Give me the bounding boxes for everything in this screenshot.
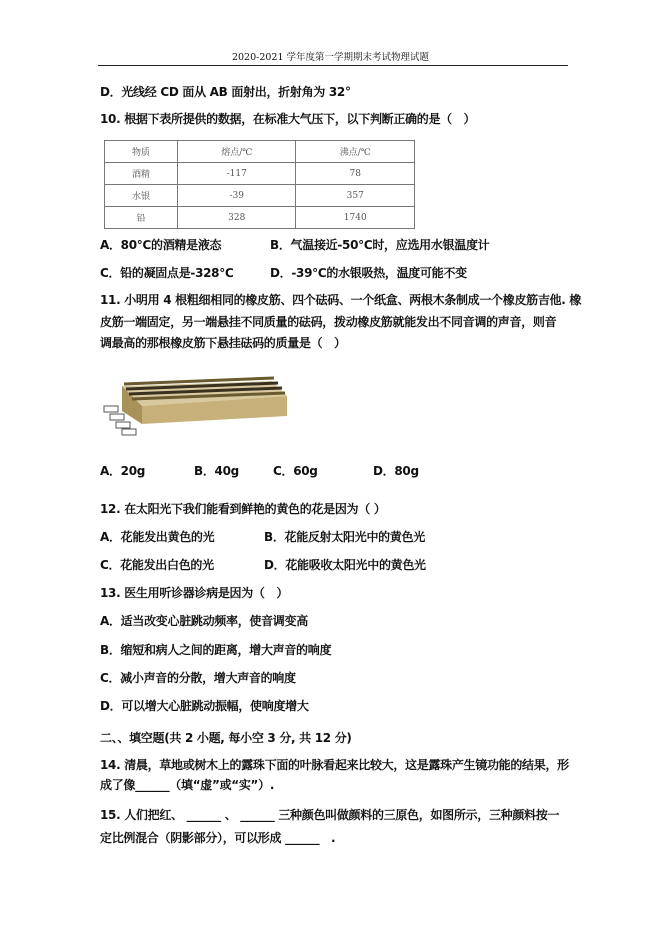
q13-option-d: D．可以增大心脏跳动振幅，使响度增大 — [100, 699, 309, 713]
q10-option-a: A．80℃的酒精是液态 — [100, 238, 222, 252]
table-header: 物质 — [105, 141, 178, 163]
q12-option-d: D．花能吸收太阳光中的黄色光 — [264, 558, 426, 572]
q13-option-a: A．适当改变心脏跳动频率，使音调变高 — [100, 614, 308, 628]
q10-stem: 10. 根据下表所提供的数据，在标准大气压下，以下判断正确的是（ ） — [100, 112, 476, 126]
table-row: 酒精 -117 78 — [105, 163, 415, 185]
table-header: 沸点/℃ — [296, 141, 415, 163]
q9-option-d: D．光线经 CD 面从 AB 面射出，折射角为 32° — [100, 85, 351, 99]
page-header: 2020-2021 学年度第一学期期末考试物理试题 — [231, 52, 430, 63]
section-heading: 二、、填空题(共 2 小题, 每小空 3 分, 共 12 分) — [100, 731, 352, 745]
q13-option-b: B．缩短和病人之间的距离，增大声音的响度 — [100, 643, 332, 657]
q13-stem: 13. 医生用听诊器诊病是因为（ ） — [100, 586, 289, 600]
rubber-band-guitar-image — [102, 366, 312, 436]
q12-option-c: C．花能发出白色的光 — [100, 558, 214, 572]
q12-stem: 12. 在太阳光下我们能看到鲜艳的黄色的花是因为（ ） — [100, 502, 386, 516]
q11-line: 皮筋一端固定，另一端悬挂不同质量的砝码，拨动橡皮筋就能发出不同音调的声音，则音 — [100, 315, 557, 329]
q11-option-a: A．20g — [100, 464, 146, 478]
q11-option-c: C．60g — [273, 464, 318, 478]
table-row: 水银 -39 357 — [105, 185, 415, 207]
q10-option-d: D．-39℃的水银吸热，温度可能不变 — [270, 266, 467, 280]
q11-line: 调最高的那根橡皮筋下悬挂砝码的质量是（ ） — [100, 336, 346, 350]
data-table — [104, 140, 415, 229]
q11-option-d: D．80g — [373, 464, 419, 478]
table-row: 铅 328 1740 — [105, 207, 415, 229]
header-rule — [98, 65, 568, 66]
q11-option-b: B．40g — [194, 464, 239, 478]
q13-option-c: C．减小声音的分散，增大声音的响度 — [100, 671, 296, 685]
q14-line: 成了像______（填“虚”或“实”）. — [100, 778, 275, 792]
q12-option-a: A．花能发出黄色的光 — [100, 530, 215, 544]
q12-option-b: B．花能反射太阳光中的黄色光 — [264, 530, 425, 544]
q10-option-b: B．气温接近-50℃时，应选用水银温度计 — [270, 238, 490, 252]
q11-line: 11. 小明用 4 根粗细相同的橡皮筋、四个砝码、一个纸盒、两根木条制成一个橡皮筋吉他. 橡 — [100, 293, 582, 307]
q15-line: 定比例混合（阴影部分），可以形成 ______ . — [100, 831, 336, 845]
q15-line: 15. 人们把红、 ______ 、 ______ 三种颜色叫做颜料的三原色，如图所示，三种颜料按一 — [100, 808, 560, 822]
q10-option-c: C．铅的凝固点是-328℃ — [100, 266, 234, 280]
q14-line: 14. 清晨，草地或树木上的露珠下面的叶脉看起来比较大，这是露珠产生镜功能的结果，形 — [100, 758, 569, 772]
table-header: 熔点/℃ — [178, 141, 296, 163]
